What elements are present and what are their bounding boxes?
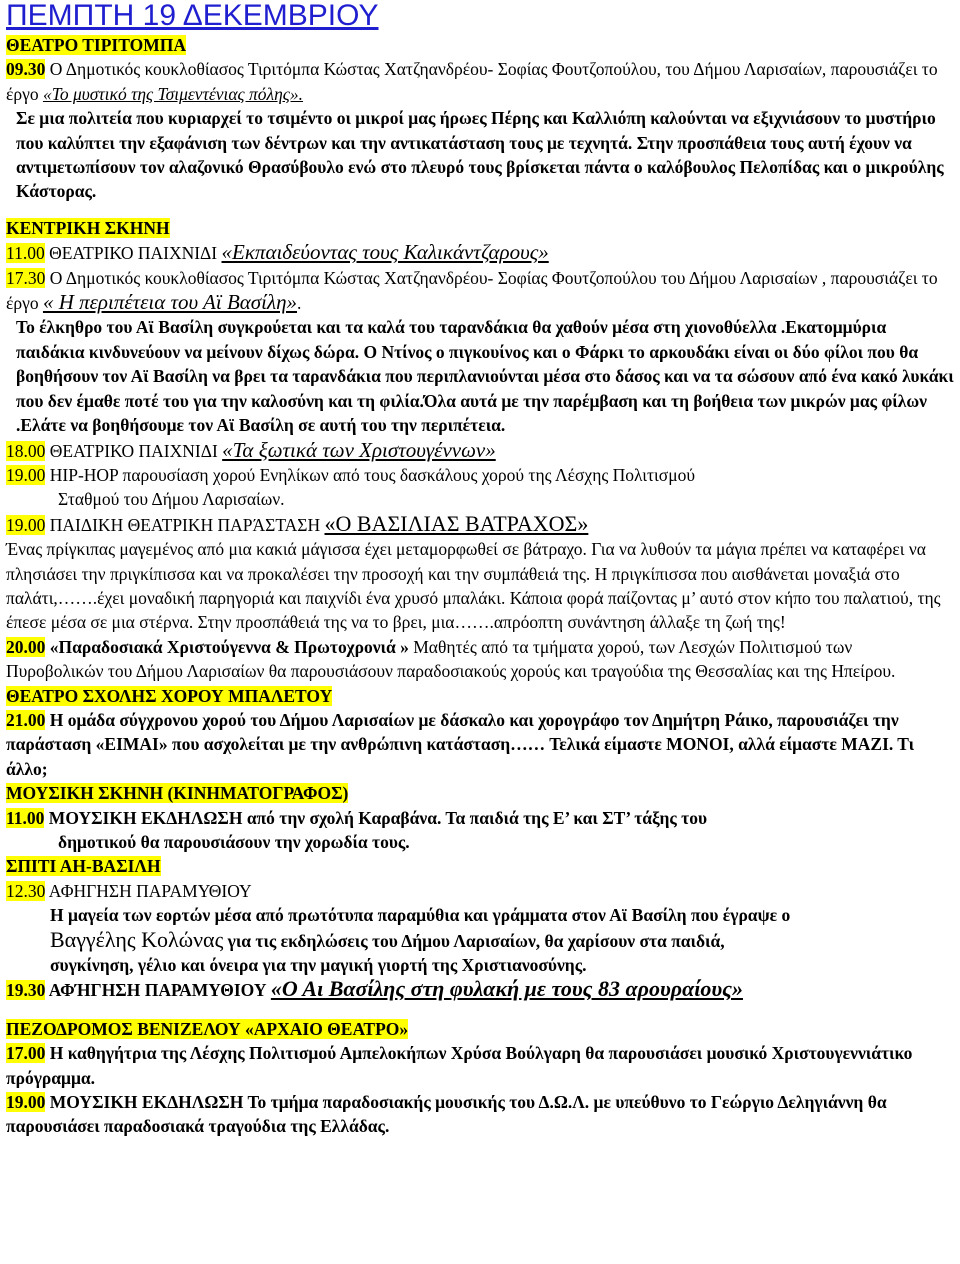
venue-heading: ΣΠΙΤΙ ΑΗ-ΒΑΣΙΛΗ	[6, 856, 161, 877]
event-title: «Ο ΒΑΣΙΛΙΑΣ ΒΑΤΡΑΧΟΣ»	[324, 510, 589, 536]
event-text: Η ομάδα σύγχρονου χορού του Δήμου Λαρισαίων με δάσκαλο και χορογράφο τον Δημήτρη Ράικο, παρουσιάζει την παράσταση «ΕΙΜΑΙ» που ασχολείται με την ανθρώπινη κατάσταση…… Τελικά είμαστε ΜΟΝΟΙ, αλλά είμαστε ΜΑΖΙ. Τι άλλο;	[6, 709, 915, 779]
event-title: « Η περιπέτεια του Αϊ Βασίλη»	[42, 290, 298, 315]
section-venizelou	[6, 1017, 954, 1139]
event-time: 19.00	[6, 514, 46, 535]
author-name: Βαγγέλης Κολώνας	[50, 926, 224, 952]
event-time: 20.00	[6, 636, 46, 657]
event-line	[6, 512, 954, 537]
event-time: 19.00	[6, 464, 46, 485]
event-time: 11.00	[6, 243, 45, 264]
venue-heading: ΚΕΝΤΡΙΚΗ ΣΚΗΝΗ	[6, 217, 170, 238]
event-text: ΠΑΙΔΙΚΗ ΘΕΑΤΡΙΚΗ ΠΑΡΆΣΤΑΣΗ	[45, 514, 325, 535]
event-text: ΘΕΑΤΡΙΚΟ ΠΑΙΧΝΙΔΙ	[44, 243, 222, 264]
event-time: 12.30	[6, 880, 46, 901]
event-description: Ένας πρίγκιπας μαγεμένος από μια κακιά μάγισσα έχει μεταμορφωθεί σε βάτραχο. Για να λυθούν τα μάγια πρέπει να καταφέρει να πλησιάσει την πριγκίπισσα και να προκαλέσει την προσοχή και την συμπάθειά της. Η πριγκίπισσα που αισθάνεται μοναξιά στο παλάτι,…….έχει μοναδική παρηγοριά και παιχνίδι ένα χρυσό μπαλάκι. Κάποια φορά παίζοντας μ’ αυτό στον κήπο του παλατιού, της έπεσε μέσα σε μια στέρνα. Στην προσπάθειά της να το βρει, μια…….απρόοπτη συνάντηση άλλαξε τη ζωή της!	[6, 539, 941, 633]
event-text: Ο Δημοτικός κουκλοθίασος Τιριτόμπα Κώστας Χατζηανδρέου- Σοφίας Φουτζοπούλου του Δήμου Λαρισαίων , παρουσιάζει το έργο	[6, 267, 938, 314]
description-text: Σε μια πολιτεία που κυριαρχεί το τσιμέντο οι μικροί μας ήρωες Πέρης και Καλλιόπη καλούνται να εξιχνιάσουν το μυστήριο που καλύπτει την εξαφάνιση των δέντρων και την αντικατάσταση τους με τεχνητά.	[16, 108, 936, 153]
event-text: ΘΕΑΤΡΙΚΟ ΠΑΙΧΝΙΔΙ	[45, 440, 223, 461]
event-line	[6, 635, 954, 684]
event-text: ΜΟΥΣΙΚΗ ΕΚΔΗΛΩΣΗ Το τμήμα παραδοσιακής μουσικής του Δ.Ω.Λ. με υπεύθυνο το Γεώργιο Δεληγιάννη θα παρουσιάσει παραδοσιακά τραγούδια της Ελλάδας.	[6, 1092, 887, 1137]
description-text: Η μαγεία των εορτών μέσα από πρωτότυπα παραμύθια και γράμματα στον Αϊ Βασίλη που έγραψε ο	[50, 905, 791, 926]
section-santa-house	[6, 854, 954, 903]
description-text: Στην προσπάθεια τους αυτή έχουν να αντιμετωπίσουν τον αλαζονικό Θρασύβουλο ενώ στο πλευρό τους βρίσκεται πάντα ο καλόβουλος Πελοπίδας και ο μικρούλης Κάστορας.	[16, 132, 944, 202]
event-time: 18.00	[6, 440, 46, 461]
event-text: ΑΦΗΓΗΣΗ ΠΑΡΑΜΥΘΙΟΥ	[45, 880, 252, 901]
event-time: 09.30	[6, 59, 46, 80]
event-text: Ο Δημοτικός κουκλοθίασος Τιριτόμπα Κώστας Χατζηανδρέου- Σοφίας Φουτζοπούλου, του Δήμου Λαρισαίων, παρουσιάζει το έργο	[6, 59, 938, 104]
event-line	[6, 977, 954, 1002]
description-text: συγκίνηση, γέλιο και όνειρα για την μαγική γιορτή της Χριστιανοσύνης.	[50, 955, 587, 976]
event-title: «Ο Αι Βασίλης στη φυλακή με τους 83 αρουραίους»	[270, 976, 743, 1002]
event-description	[6, 903, 954, 977]
punctuation: .	[297, 293, 302, 314]
event-description: Το έλκηθρο του Αϊ Βασίλη συγκρούεται και τα καλά του ταρανδάκια θα χαθούν μέσα στη χιονοθύελλα .Εκατομμύρια παιδάκια κινδυνεύουν να μείνουν δίχως δώρα. Ο Ντίνος ο πιγκουίνος και ο Φάρκι το αρκουδάκι είναι οι δύο φίλοι που θα βοηθήσουν τον Αϊ Βασίλη να βρει τα ταρανδάκια που περιπλανιούνται μέσα στο δάσος και να τα σώσουν από ένα κακό λυκάκι που δεν έμαθε ποτέ του για την καλοσύνη και τη φιλία.Όλα αυτά με την παρέμβαση και τη βοήθεια των μικρών μας φίλων .Ελάτε να βοηθήσουμε τον Αϊ Βασίλη σε αυτή του την περιπέτεια.	[16, 317, 954, 436]
venue-heading: ΜΟΥΣΙΚΗ ΣΚΗΝΗ (ΚΙΝΗΜΑΤΟΓΡΑΦΟΣ)	[6, 783, 349, 804]
event-text: HIP-HOP παρουσίαση χορού Ενηλίκων από τους δασκάλους χορού της Λέσχης Πολιτισμού	[45, 464, 695, 485]
event-time: 17.30	[6, 267, 46, 288]
event-text: Η καθηγήτρια της Λέσχης Πολιτισμού Αμπελοκήπων Χρύσα Βούλγαρη θα παρουσιάσει μουσικό Χριστουγεννιάτικο πρόγραμμα.	[6, 1043, 913, 1088]
venue-heading: ΘΕΑΤΡΟ ΤΙΡΙΤΟΜΠΑ	[6, 35, 186, 55]
description-text: για τις εκδηλώσεις του Δήμου Λαρισαίων, θα χαρίσουν στα παιδιά,	[223, 930, 725, 951]
section-music-stage	[6, 781, 954, 830]
event-time: 19.30	[6, 980, 46, 1001]
event-line	[6, 438, 954, 488]
event-text: ΑΦΉΓΗΣΗ ΠΑΡΑΜΥΘΙΟΥ	[45, 980, 271, 1001]
spacer	[6, 204, 954, 216]
event-time: 11.00	[6, 807, 45, 828]
section-tiritompa	[6, 33, 954, 106]
page-title: ΠΕΜΠΤΗ 19 ΔΕΚΕΜΒΡΙΟΥ	[6, 0, 379, 32]
event-line: δημοτικού θα παρουσιάσουν την χορωδία τους.	[58, 832, 410, 852]
venue-heading: ΠΕΖΟΔΡΟΜΟΣ ΒΕΝΙΖΕΛΟΥ «ΑΡΧΑΙΟ ΘΕΑΤΡΟ»	[6, 1018, 409, 1039]
section-ballet-theatre	[6, 684, 954, 782]
event-text: Μαθητές από τα τμήματα χορού, των Λεσχών Πολιτισμού των Πυροβολικών του Δήμου Λαρισαίων θα παρουσιάσουν παραδοσιακούς χορούς και τραγούδια της Θεσσαλίας και της Ηπείρου.	[6, 636, 896, 682]
event-title: «Τα ξωτικά των Χριστουγέννων»	[222, 437, 496, 462]
event-text: ΜΟΥΣΙΚΗ ΕΚΔΗΛΩΣΗ από την σχολή Καραβάνα. Τα παιδιά της Ε’ και ΣΤ’ τάξης του	[44, 807, 708, 828]
section-central-stage	[6, 216, 954, 316]
spacer	[6, 1003, 954, 1017]
event-line: Σταθμού του Δήμου Λαρισαίων.	[58, 489, 285, 510]
event-time: 17.00	[6, 1043, 46, 1064]
event-title: «Εκπαιδεύοντας τους Καλικάντζαρους»	[221, 240, 549, 265]
event-title: «Παραδοσιακά Χριστούγεννα & Πρωτοχρονιά »	[45, 636, 409, 657]
event-title: «Το μυστικό της Τσιμεντένιας πόλης».	[42, 83, 304, 104]
event-time: 21.00	[6, 709, 46, 730]
event-description	[6, 106, 954, 204]
venue-heading: ΘΕΑΤΡΟ ΣΧΟΛΗΣ ΧΟΡΟΥ ΜΠΑΛΕΤΟΥ	[6, 685, 333, 706]
event-time: 19.00	[6, 1092, 46, 1113]
